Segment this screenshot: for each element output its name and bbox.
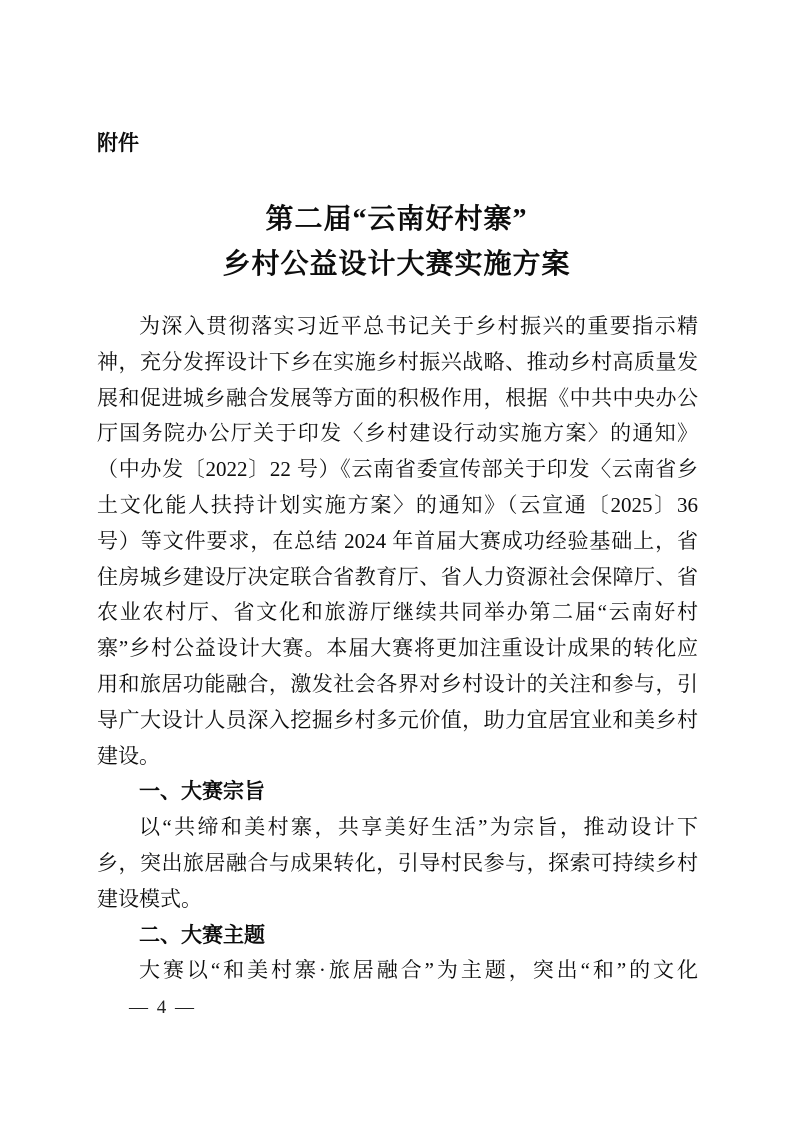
paragraph-line: 厅国务院办公厅关于印发〈乡村建设行动实施方案〉的通知》 — [97, 421, 698, 446]
paragraph-line: 建设模式。 — [97, 886, 202, 911]
section-heading-1: 一、大赛宗旨 — [139, 780, 265, 804]
paragraph-line: （中办发〔2022〕22 号）《云南省委宣传部关于印发〈云南省乡 — [97, 457, 698, 482]
paragraph-line: 号）等文件要求，在总结 2024 年首届大赛成功经验基础上，省 — [97, 528, 698, 553]
paragraph-line: 大赛以“和美村寨·旅居融合”为主题，突出“和”的文化 — [139, 958, 698, 983]
paragraph-line: 住房城乡建设厅决定联合省教育厅、省人力资源社会保障厅、省 — [97, 564, 698, 589]
document-title-line-2: 乡村公益设计大赛实施方案 — [222, 249, 571, 280]
paragraph-line: 寨”乡村公益设计大赛。本届大赛将更加注重设计成果的转化应 — [97, 636, 698, 661]
document-title — [0, 197, 793, 287]
page-number: — 4 — — [129, 997, 196, 1018]
paragraph-line: 乡，突出旅居融合与成果转化，引导村民参与，探索可持续乡村 — [97, 850, 698, 875]
paragraph-line: 以“共缔和美村寨，共享美好生活”为宗旨，推动设计下 — [139, 815, 698, 840]
attachment-label: 附件 — [97, 132, 139, 155]
paragraph-line: 展和促进城乡融合发展等方面的积极作用，根据《中共中央办公 — [97, 385, 698, 410]
paragraph-line: 土文化能人扶持计划实施方案〉的通知》（云宣通〔2025〕36 — [97, 492, 698, 517]
paragraph-line: 导广大设计人员深入挖掘乡村多元价值，助力宜居宜业和美乡村 — [97, 707, 698, 732]
section-heading-2: 二、大赛主题 — [139, 923, 265, 947]
paragraph-line: 建设。 — [97, 743, 160, 768]
paragraph-line: 农业农村厅、省文化和旅游厅继续共同举办第二届“云南好村 — [97, 600, 698, 625]
document-title-line-1: 第二届“云南好村寨” — [265, 204, 528, 235]
paragraph-line: 为深入贯彻落实习近平总书记关于乡村振兴的重要指示精 — [139, 314, 698, 338]
paragraph-line: 用和旅居功能融合，激发社会各界对乡村设计的关注和参与，引 — [97, 671, 698, 696]
document-body — [97, 309, 698, 989]
paragraph-line: 神，充分发挥设计下乡在实施乡村振兴战略、推动乡村高质量发 — [97, 349, 698, 374]
